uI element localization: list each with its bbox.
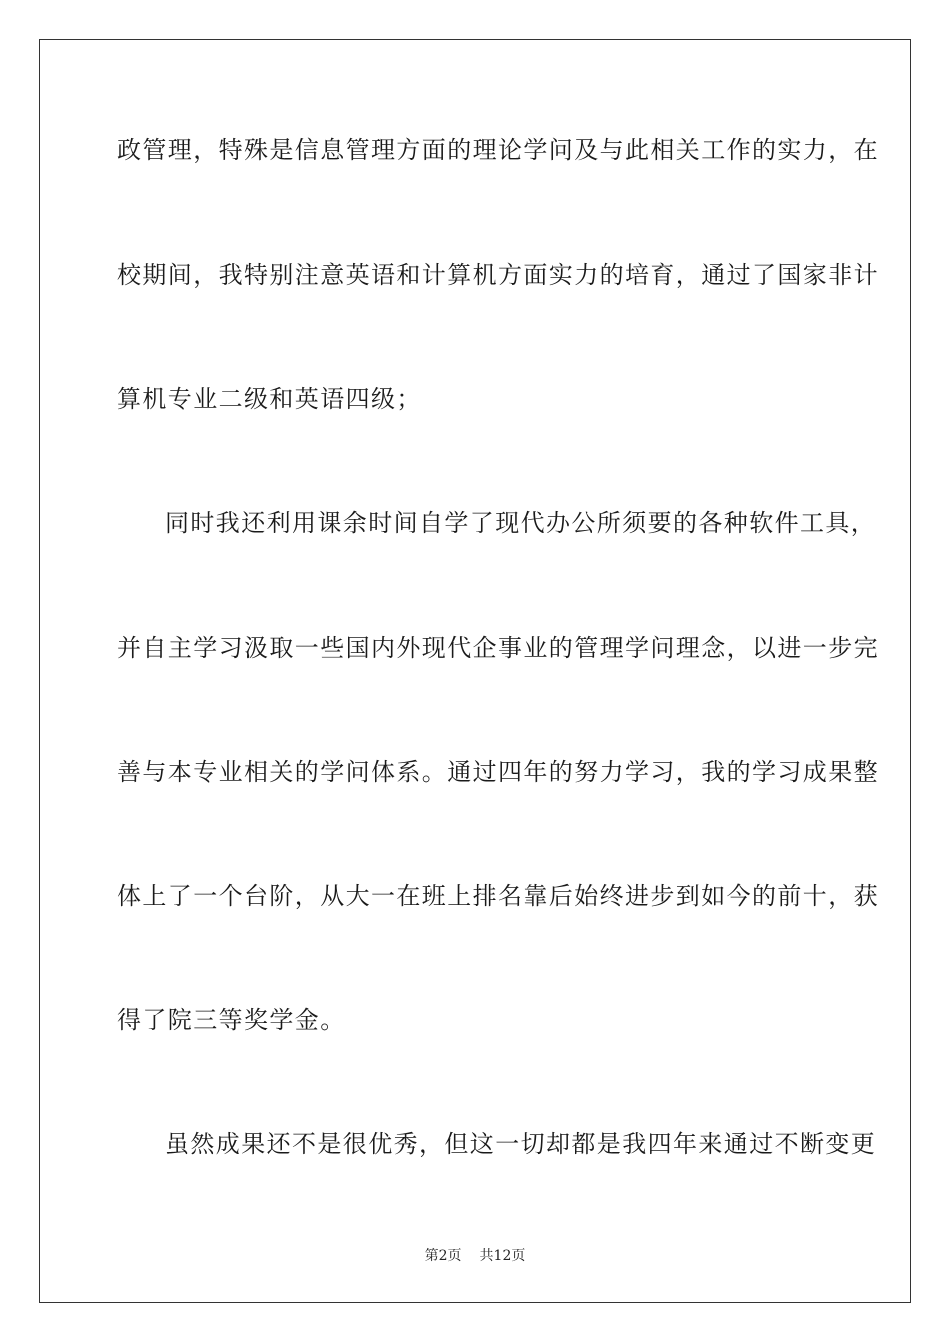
body-line-7: 体上了一个台阶，从大一在班上排名靠后始终进步到如今的前十，获 bbox=[117, 882, 879, 910]
page-total: 共12页 bbox=[479, 1248, 526, 1264]
body-line-5: 并自主学习汲取一些国内外现代企事业的管理学问理念，以进一步完 bbox=[117, 634, 879, 662]
page-footer bbox=[0, 1246, 950, 1266]
body-line-6: 善与本专业相关的学问体系。通过四年的努力学习，我的学习成果整 bbox=[117, 758, 879, 786]
page-border bbox=[39, 39, 911, 1303]
body-line-8: 得了院三等奖学金。 bbox=[117, 1006, 346, 1034]
body-line-2: 校期间，我特别注意英语和计算机方面实力的培育，通过了国家非计 bbox=[117, 261, 879, 289]
body-line-1: 政管理，特殊是信息管理方面的理论学问及与此相关工作的实力，在 bbox=[117, 136, 879, 164]
body-line-4-paragraph-start: 同时我还利用课余时间自学了现代办公所须要的各种软件工具， bbox=[165, 509, 877, 537]
body-line-9-paragraph-start: 虽然成果还不是很优秀，但这一切却都是我四年来通过不断变更 bbox=[165, 1130, 877, 1158]
page-number: 第2页 bbox=[424, 1248, 462, 1264]
body-line-3: 算机专业二级和英语四级； bbox=[117, 385, 422, 413]
